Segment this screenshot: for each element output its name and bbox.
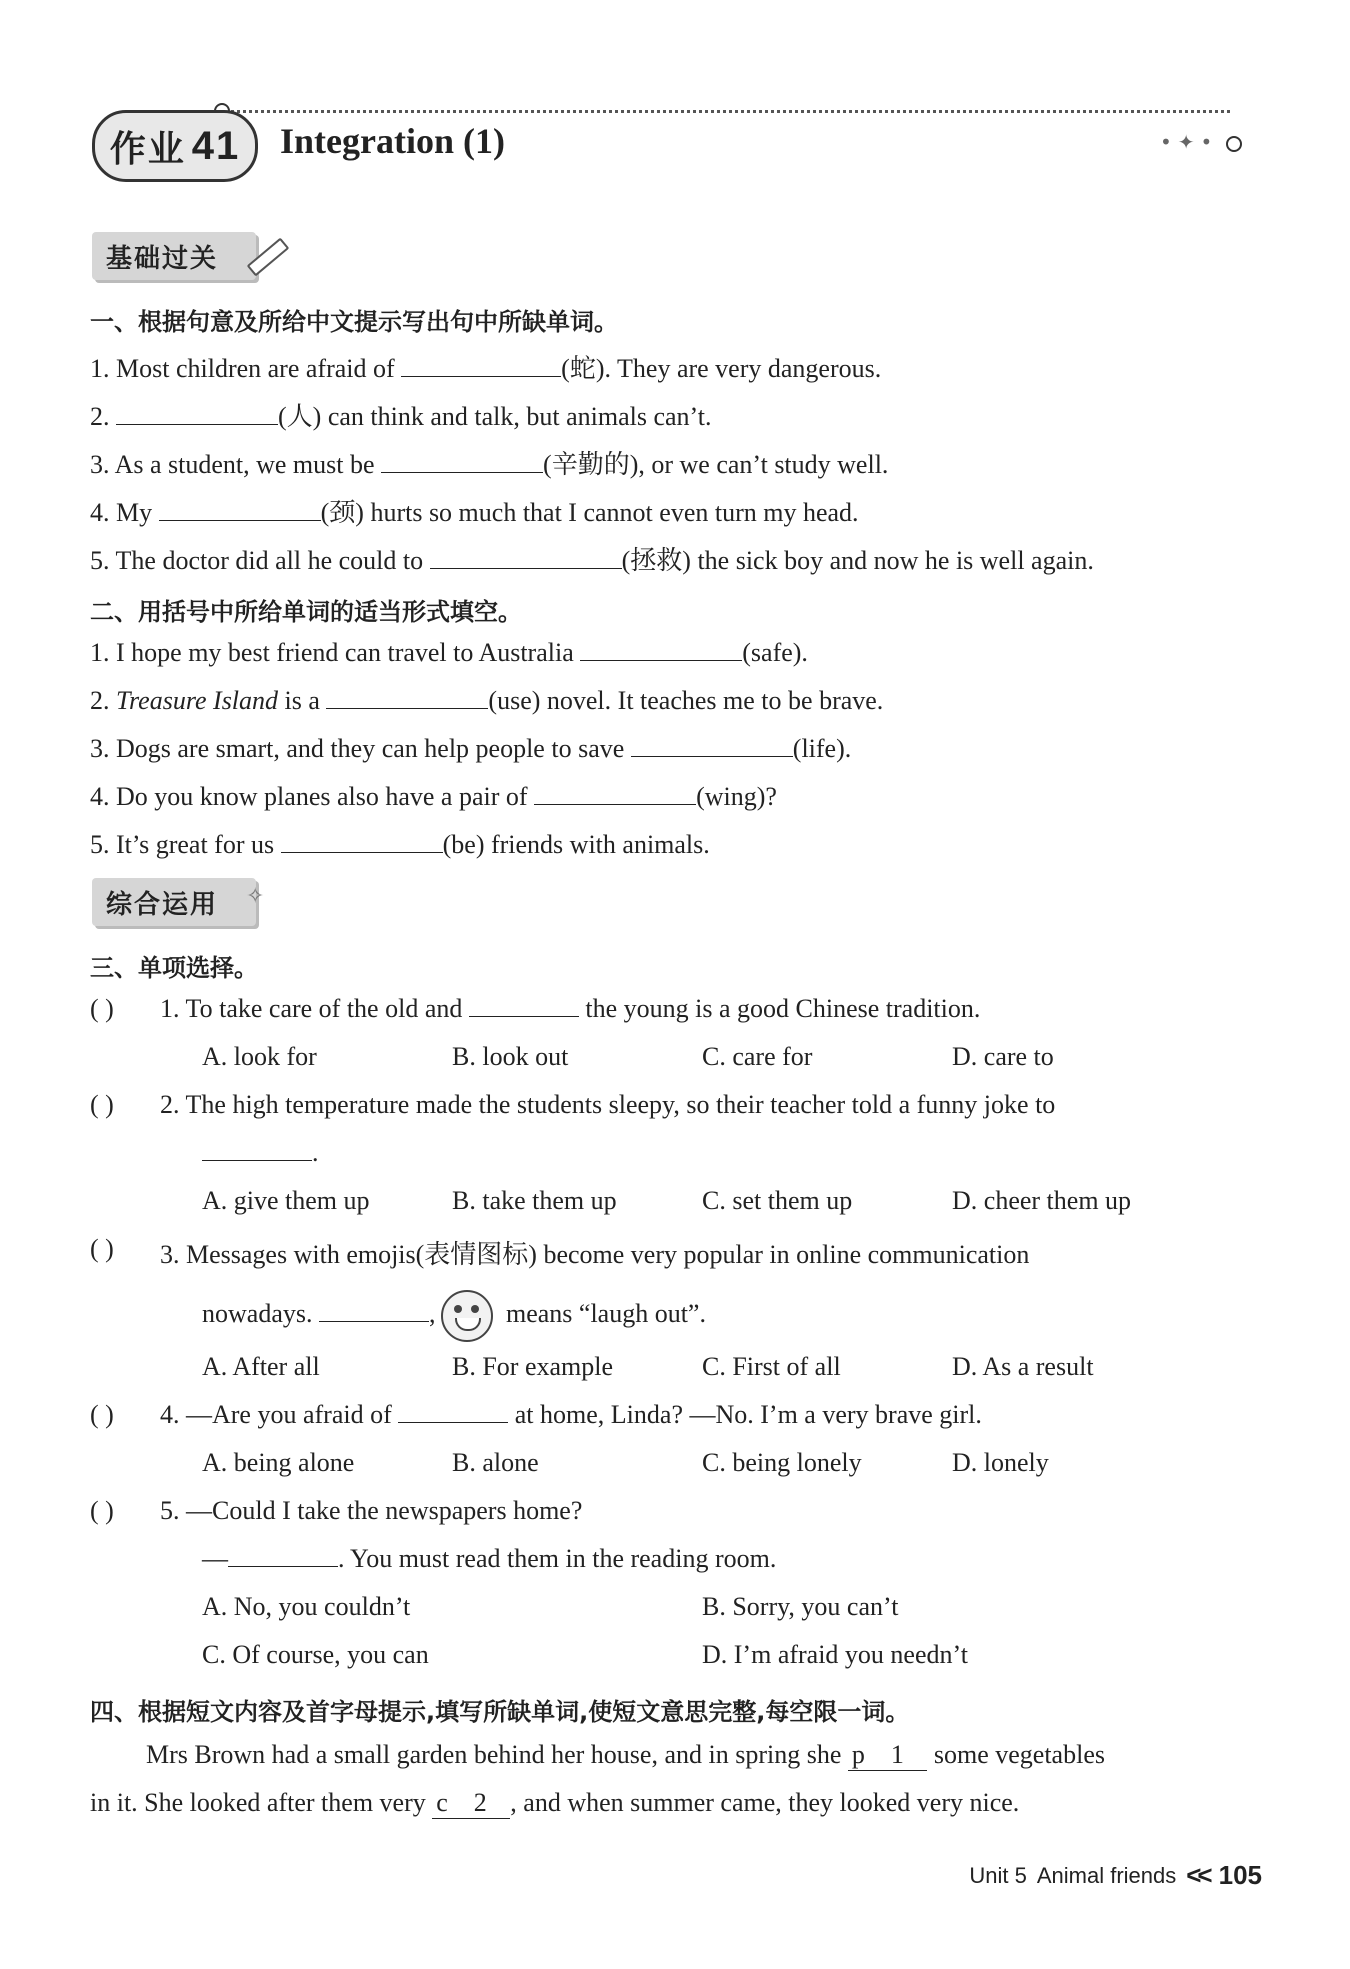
mc-question-5: 5. —Could I take the newspapers home? (160, 1496, 583, 1525)
option-b[interactable]: B. alone (452, 1448, 539, 1477)
option-d[interactable]: D. cheer them up (952, 1186, 1132, 1215)
section-banner-integrated: 综合运用 (92, 878, 256, 926)
part1-item-2: 2. (人) can think and talk, but animals can’t. (90, 402, 712, 431)
part2-item-2: 2. Treasure Island is a (use) novel. It teaches me to be brave. (90, 686, 884, 715)
answer-blank[interactable] (381, 450, 543, 473)
answer-paren[interactable]: ( ) (90, 1400, 114, 1429)
laughing-emoji-icon (441, 1290, 493, 1342)
answer-paren[interactable]: ( ) (90, 994, 114, 1023)
option-a[interactable]: A. No, you couldn’t (202, 1592, 411, 1621)
option-c[interactable]: C. First of all (702, 1352, 841, 1381)
mc-question-2: 2. The high temperature made the students sleepy, so their teacher told a funny joke to (160, 1090, 1056, 1119)
option-a[interactable]: A. look for (202, 1042, 317, 1071)
answer-blank (398, 1400, 508, 1423)
mc-question-2-cont: . (202, 1138, 319, 1168)
mc-question-4: 4. —Are you afraid of at home, Linda? —No. I’m a very brave girl. (160, 1400, 982, 1429)
part4-heading: 四、根据短文内容及首字母提示,填写所缺单词,使短文意思完整,每空限一词。 (90, 1698, 910, 1726)
option-d[interactable]: D. care to (952, 1042, 1054, 1071)
option-b[interactable]: B. take them up (452, 1186, 617, 1215)
option-a[interactable]: A. give them up (202, 1186, 370, 1215)
answer-blank[interactable] (430, 546, 622, 569)
answer-blank[interactable] (631, 734, 793, 757)
option-a[interactable]: A. After all (202, 1352, 320, 1381)
answer-blank[interactable] (116, 402, 278, 425)
part1-item-3: 3. As a student, we must be (辛勤的), or we can’t study well. (90, 450, 889, 479)
mc-question-5-cont: — . You must read them in the reading room. (202, 1544, 777, 1573)
sparkle-icon: •✦• (1160, 130, 1219, 154)
option-b[interactable]: B. look out (452, 1042, 569, 1071)
mc-question-1: 1. To take care of the old and the young is a good Chinese tradition. (160, 994, 981, 1023)
option-c[interactable]: C. Of course, you can (202, 1640, 429, 1669)
answer-blank[interactable] (281, 830, 443, 853)
answer-paren[interactable]: ( ) (90, 1090, 114, 1119)
answer-blank (228, 1544, 338, 1567)
answer-blank (319, 1299, 429, 1322)
page-footer (969, 1860, 1262, 1891)
answer-blank[interactable] (401, 354, 561, 377)
page-number: 105 (1218, 1860, 1262, 1890)
part1-item-1: 1. Most children are afraid of (蛇). They are very dangerous. (90, 354, 882, 383)
part2-heading: 二、用括号中所给单词的适当形式填空。 (90, 598, 522, 626)
part1-item-5: 5. The doctor did all he could to (拯救) the sick boy and now he is well again. (90, 546, 1094, 575)
answer-blank-1[interactable]: p 1 (848, 1740, 928, 1771)
option-c[interactable]: C. being lonely (702, 1448, 862, 1477)
answer-blank[interactable] (534, 782, 696, 805)
footer-unit: Unit 5 (969, 1862, 1027, 1888)
answer-blank[interactable] (326, 686, 488, 709)
footer-topic: Animal friends (1036, 1862, 1177, 1888)
section-banner-basic: 基础过关 (92, 232, 256, 280)
option-b[interactable]: B. For example (452, 1352, 614, 1381)
page-title: Integration (1) (280, 121, 505, 161)
double-chevron-left-icon: << (1186, 1860, 1209, 1890)
homework-badge: 作业 41 (92, 110, 258, 182)
header-dotted-line (220, 110, 1230, 113)
answer-blank[interactable] (580, 638, 742, 661)
passage-line-2: in it. She looked after them very c 2 , and when summer came, they looked very nice. (90, 1788, 1020, 1817)
answer-paren[interactable]: ( ) (90, 1496, 114, 1525)
mc-question-3: 3. Messages with emojis(表情图标) become very popular in online communication (160, 1240, 1030, 1269)
option-c[interactable]: C. set them up (702, 1186, 853, 1215)
option-b[interactable]: B. Sorry, you can’t (702, 1592, 899, 1621)
part3-heading: 三、单项选择。 (90, 954, 258, 982)
part2-item-3: 3. Dogs are smart, and they can help people to save (life). (90, 734, 852, 763)
answer-blank-2[interactable]: c 2 (432, 1788, 510, 1819)
part1-heading: 一、根据句意及所给中文提示写出句中所缺单词。 (90, 308, 618, 336)
part2-item-1: 1. I hope my best friend can travel to Australia (safe). (90, 638, 808, 667)
part2-item-4: 4. Do you know planes also have a pair of (wing)? (90, 782, 777, 811)
part2-item-5: 5. It’s great for us (be) friends with animals. (90, 830, 710, 859)
mc-question-3-cont: nowadays. , means “laugh out”. (202, 1290, 706, 1342)
part1-item-4: 4. My (颈) hurts so much that I cannot even turn my head. (90, 498, 859, 527)
option-d[interactable]: D. I’m afraid you needn’t (702, 1640, 968, 1669)
option-c[interactable]: C. care for (702, 1042, 813, 1071)
answer-paren[interactable]: ( ) (90, 1234, 114, 1263)
passage-line-1: Mrs Brown had a small garden behind her house, and in spring she p 1 some vegetables (146, 1740, 1105, 1769)
option-d[interactable]: D. As a result (952, 1352, 1094, 1381)
answer-blank (469, 994, 579, 1017)
sparkle-icon: ✧ (246, 884, 265, 909)
answer-blank (202, 1138, 312, 1161)
option-d[interactable]: D. lonely (952, 1448, 1049, 1477)
option-a[interactable]: A. being alone (202, 1448, 355, 1477)
circle-icon (1226, 136, 1242, 152)
answer-blank[interactable] (159, 498, 321, 521)
